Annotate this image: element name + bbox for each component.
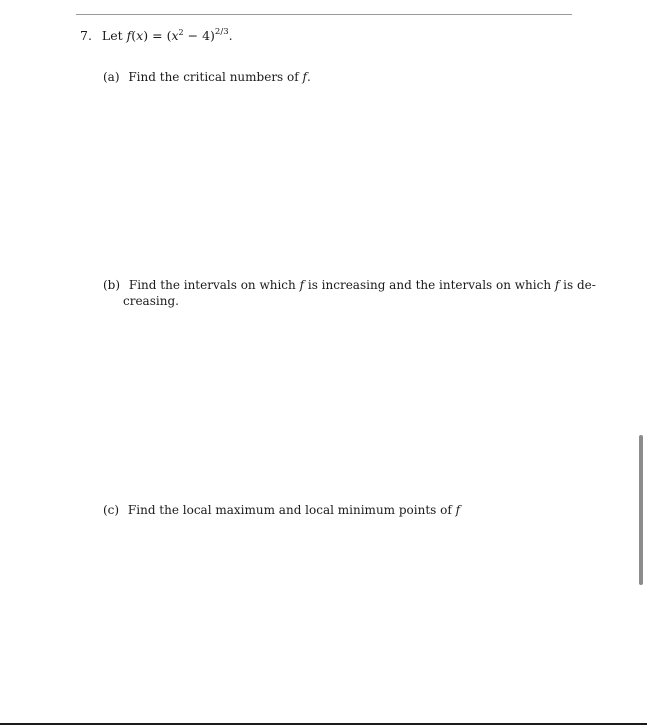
top-divider	[76, 14, 572, 15]
base-exponent: 2	[178, 28, 184, 37]
part-a-text: Find the critical numbers of	[128, 70, 299, 84]
part-a: (a) Find the critical numbers of f.	[103, 70, 311, 84]
part-b-text-1: Find the intervals on which	[128, 278, 296, 292]
part-b-text-2: is increasing and the intervals on which	[307, 278, 552, 292]
part-b-label: (b)	[103, 278, 121, 292]
part-c-text: Find the local maximum and local minimum points of	[127, 503, 452, 517]
part-a-label: (a)	[103, 70, 120, 84]
part-c-label: (c)	[103, 503, 120, 517]
part-b-text-3: is de-	[563, 278, 596, 292]
vertical-scrollbar[interactable]	[639, 435, 643, 585]
part-b-text-4: creasing.	[123, 294, 179, 308]
part-c	[103, 502, 460, 518]
function-variable: x	[136, 28, 144, 43]
part-a-function: f	[302, 70, 307, 84]
problem-lead: Let	[101, 28, 123, 43]
outer-exponent: 2/3	[214, 27, 229, 37]
part-b-function-1: f	[299, 278, 305, 292]
function-name: f	[126, 28, 132, 43]
problem-number: 7.	[80, 28, 92, 43]
problem-statement: 7. Let $f(x) = (x^2 - 4)^{2/3}$.	[80, 27, 233, 43]
equals-sign: =	[152, 28, 163, 43]
part-b	[103, 277, 596, 309]
part-c-function: f	[455, 503, 461, 517]
base-variable: x	[171, 28, 179, 43]
part-b-function-2: f	[554, 278, 560, 292]
subtracted-constant: 4	[202, 28, 211, 43]
